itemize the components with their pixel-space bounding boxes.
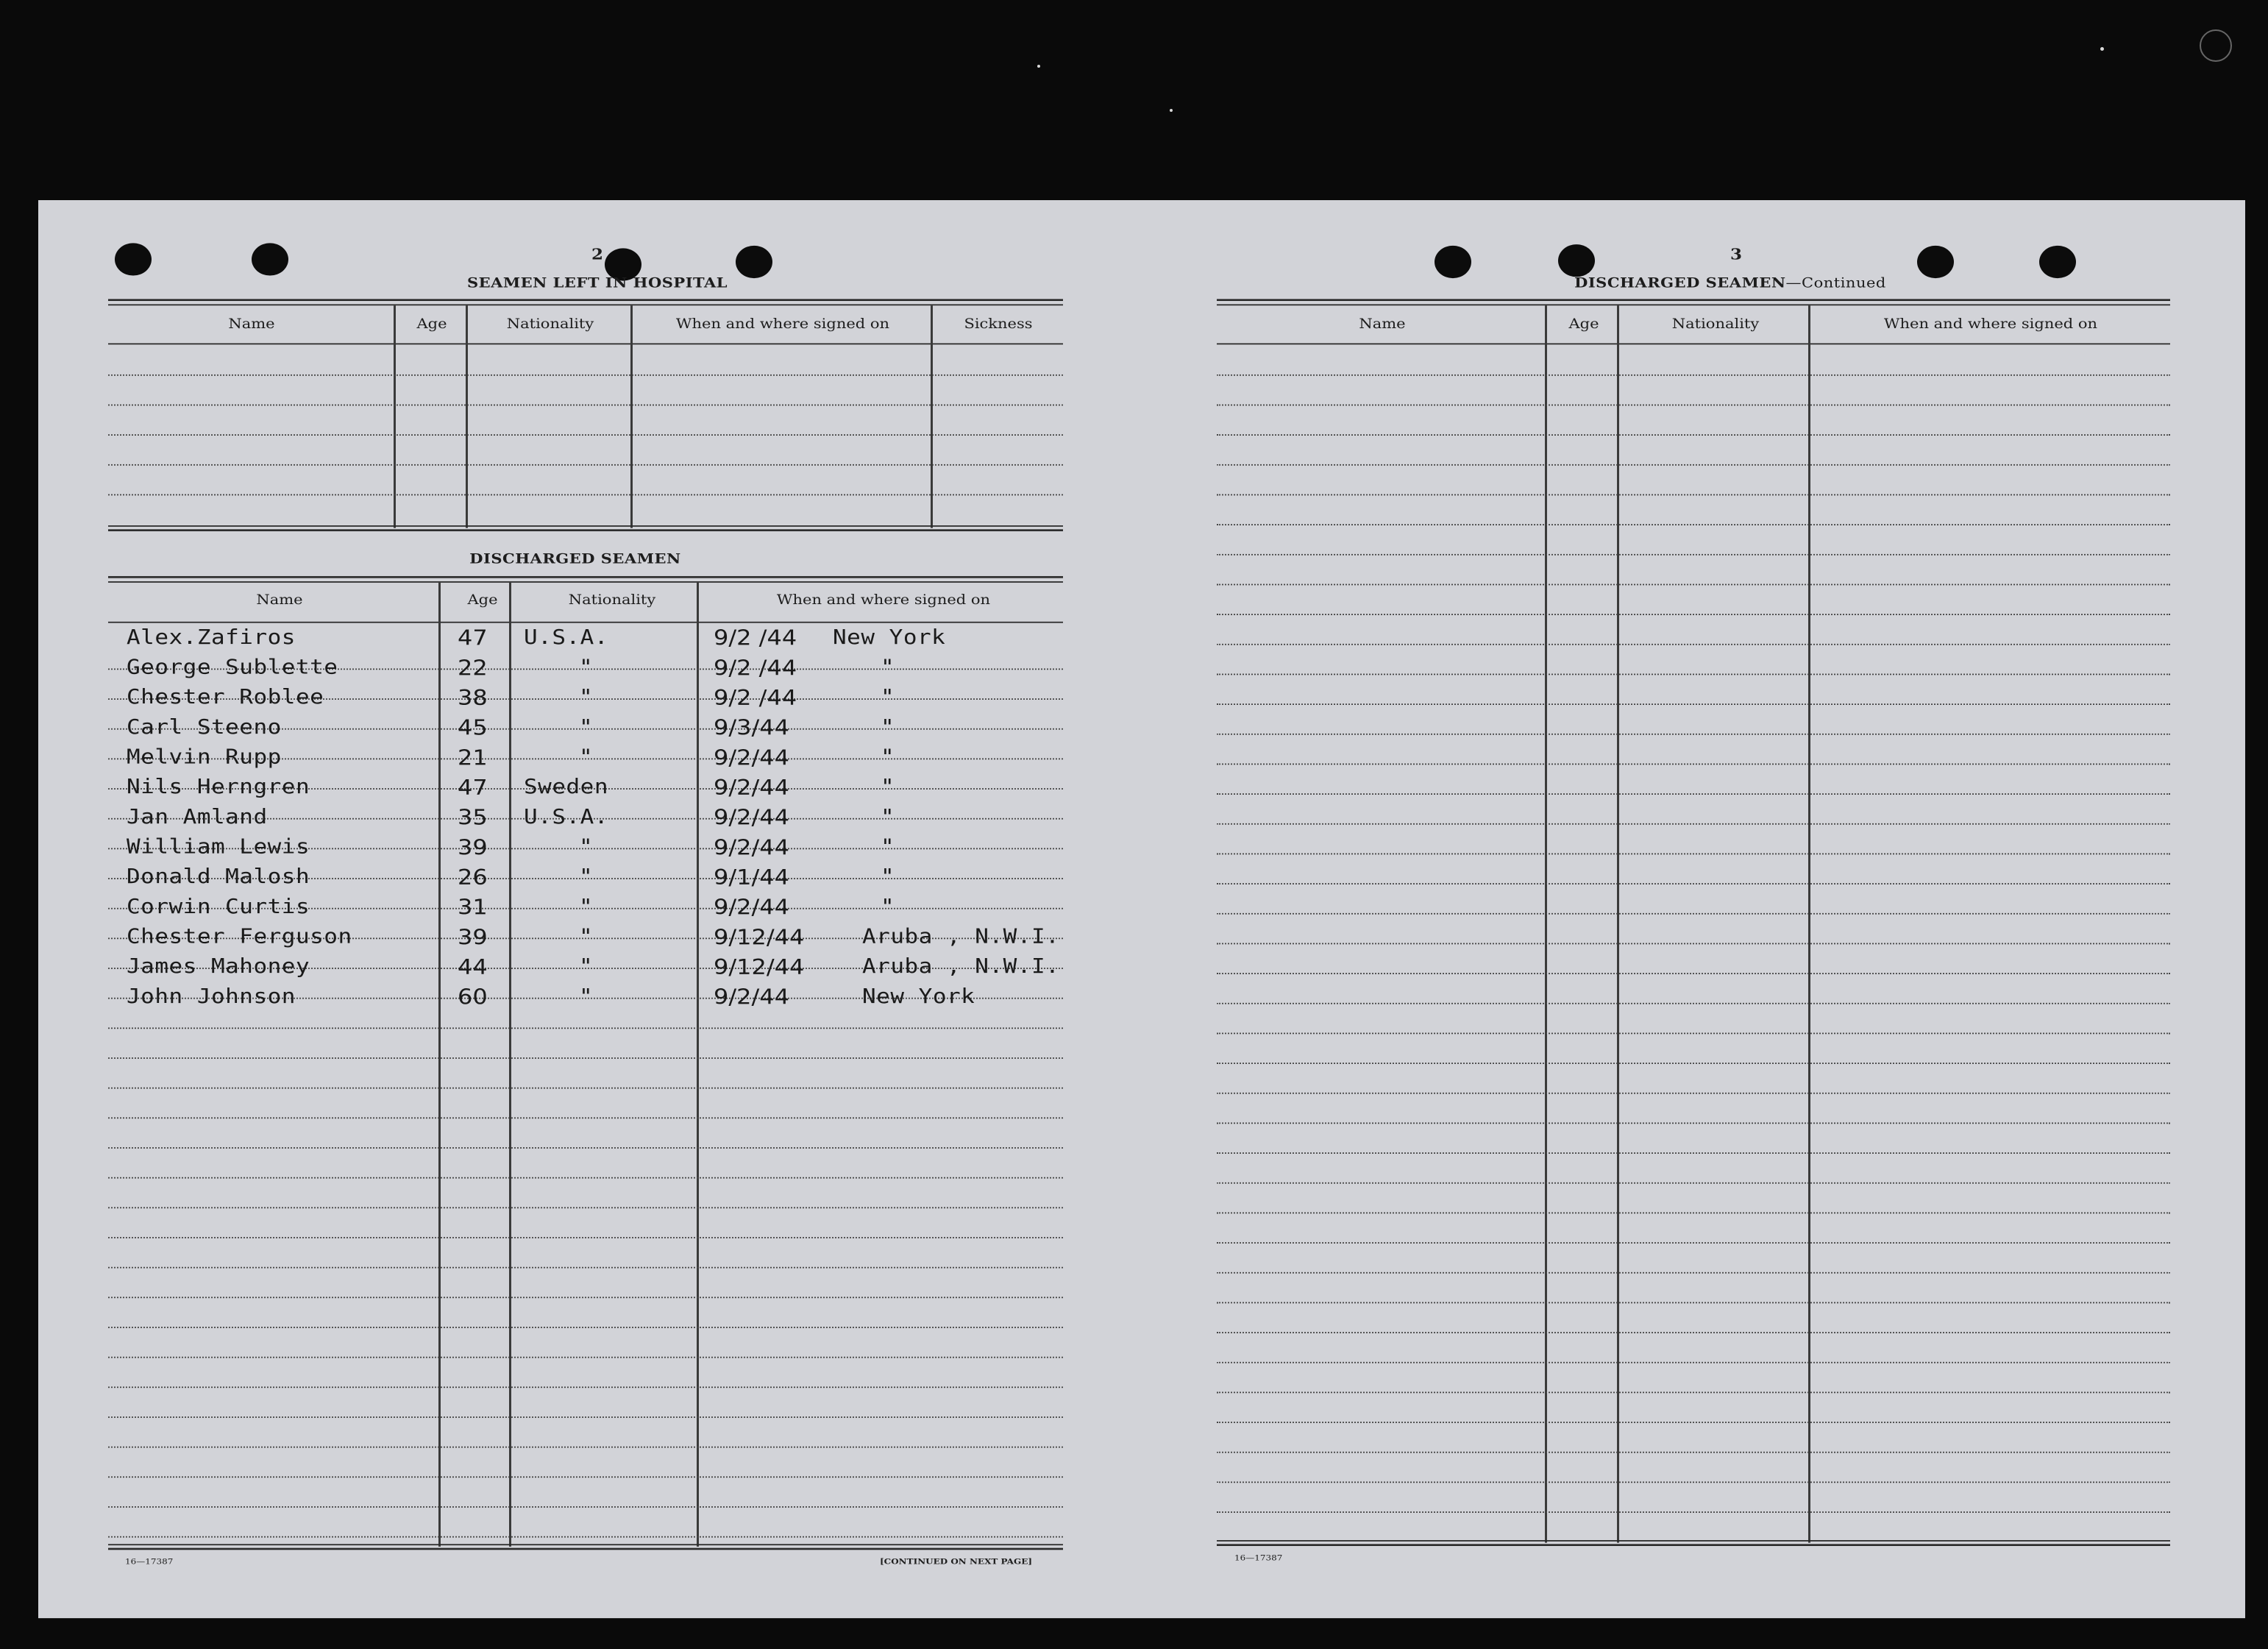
left-page xyxy=(38,200,1142,1618)
seaman-nationality: " xyxy=(579,655,594,679)
ruled-row-line xyxy=(1217,1391,2170,1393)
seaman-nationality: U.S.A. xyxy=(524,805,608,829)
ruled-row-line xyxy=(108,1237,1063,1238)
signed-on-date: 9/2/44 xyxy=(714,775,789,801)
discharged-col-signed-on: When and where signed on xyxy=(776,592,991,608)
seaman-name: John Johnson xyxy=(127,985,296,1008)
discharged-table-top-rule xyxy=(108,576,1063,578)
seaman-nationality: " xyxy=(579,954,594,979)
hospital-col-sickness: Sickness xyxy=(964,316,1033,332)
seaman-age: 35 xyxy=(458,805,488,830)
ruled-row-line xyxy=(108,1536,1063,1538)
discharged-col-nationality: Nationality xyxy=(568,592,656,608)
discharged-col-name: Name xyxy=(256,592,303,608)
ruled-row-line xyxy=(1217,405,2170,406)
seaman-nationality: U.S.A. xyxy=(524,625,608,649)
ruled-row-line xyxy=(1217,913,2170,915)
seaman-nationality: " xyxy=(579,685,594,709)
ruled-row-line xyxy=(108,1117,1063,1118)
seaman-name: George Sublette xyxy=(127,655,338,679)
ruled-row-line xyxy=(1217,1422,2170,1423)
signed-on-place: " xyxy=(881,715,895,739)
background-speck xyxy=(2100,47,2104,51)
right-table-bottom-rule xyxy=(1217,1540,2170,1542)
seaman-nationality: " xyxy=(579,924,594,948)
hospital-row-line xyxy=(108,494,1063,496)
right-col-divider xyxy=(1808,305,1810,1542)
seaman-name: Corwin Curtis xyxy=(127,895,310,918)
page-number: 3 xyxy=(1730,245,1742,263)
signed-on-place: " xyxy=(881,895,895,918)
ruled-row-line xyxy=(108,1207,1063,1208)
seaman-nationality: " xyxy=(579,715,594,739)
signed-on-date: 9/1/44 xyxy=(714,865,789,890)
signed-on-date: 9/2 /44 xyxy=(714,655,797,681)
signed-on-place: " xyxy=(881,805,895,829)
seaman-age: 39 xyxy=(458,924,488,950)
seaman-name: Alex.Zafiros xyxy=(127,625,296,649)
discharged-table-top-rule xyxy=(108,581,1063,583)
seaman-age: 22 xyxy=(458,655,488,681)
ruled-row-line xyxy=(108,1447,1063,1448)
ruled-row-line xyxy=(108,1267,1063,1269)
seaman-name: Nils Herngren xyxy=(127,775,310,799)
right-table-top-rule xyxy=(1217,304,2170,305)
discharged-col-divider xyxy=(509,583,511,1547)
ruled-row-line xyxy=(1217,854,2170,855)
ruled-row-line xyxy=(108,1506,1063,1508)
ruled-row-line xyxy=(1217,1362,2170,1363)
seaman-nationality: " xyxy=(579,895,594,918)
right-col-divider xyxy=(1545,305,1547,1542)
ruled-row-line xyxy=(1217,1182,2170,1184)
seaman-name: Chester Ferguson xyxy=(127,924,352,948)
seaman-nationality: " xyxy=(579,865,594,889)
ruled-row-line xyxy=(108,1327,1063,1328)
seaman-age: 26 xyxy=(458,865,488,890)
signed-on-place: New York xyxy=(862,985,975,1008)
ruled-row-line xyxy=(1217,703,2170,705)
signed-on-place: " xyxy=(881,834,895,859)
ruled-row-line xyxy=(108,1386,1063,1388)
signed-on-place: " xyxy=(881,865,895,889)
ruled-row-line xyxy=(1217,734,2170,735)
ruled-row-line xyxy=(1217,1093,2170,1094)
seaman-name: Donald Malosh xyxy=(127,865,310,889)
ruled-row-line xyxy=(1217,375,2170,376)
ruled-row-line xyxy=(1217,1302,2170,1303)
hospital-header-rule xyxy=(108,343,1063,344)
right-table-bottom-rule xyxy=(1217,1544,2170,1546)
seaman-name: Carl Steeno xyxy=(127,715,282,739)
seaman-name: William Lewis xyxy=(127,834,310,859)
ruled-row-line xyxy=(1217,1242,2170,1244)
hospital-table-bottom-rule xyxy=(108,529,1063,531)
signed-on-place: " xyxy=(881,775,895,799)
right-col-signed-on: When and where signed on xyxy=(1883,316,2098,332)
hospital-col-signed-on: When and where signed on xyxy=(675,316,890,332)
ruled-row-line xyxy=(1217,823,2170,825)
background-speck xyxy=(2200,29,2232,62)
seaman-name: James Mahoney xyxy=(127,954,310,979)
seaman-name: Jan Amland xyxy=(127,805,268,829)
section-title-suffix: —Continued xyxy=(1785,274,1886,291)
signed-on-date: 9/2/44 xyxy=(714,834,789,860)
form-code: 16—17387 xyxy=(1234,1553,1283,1563)
right-col-name: Name xyxy=(1359,316,1406,332)
ruled-row-line xyxy=(1217,1123,2170,1124)
hospital-table-bottom-rule xyxy=(108,525,1063,527)
signed-on-place: " xyxy=(881,655,895,679)
hospital-row-line xyxy=(108,405,1063,406)
ruled-row-line xyxy=(1217,1511,2170,1513)
signed-on-date: 9/2/44 xyxy=(714,985,789,1010)
discharged-section-title: DISCHARGED SEAMEN xyxy=(469,550,681,567)
ruled-row-line xyxy=(1217,464,2170,466)
ruled-row-line xyxy=(1217,644,2170,645)
section-title-main: DISCHARGED SEAMEN xyxy=(1574,274,1786,291)
ruled-row-line xyxy=(1217,1481,2170,1483)
ruled-row-line xyxy=(1217,584,2170,586)
hospital-row-line xyxy=(108,375,1063,376)
hospital-table-top-rule xyxy=(108,299,1063,301)
continued-note: [CONTINUED ON NEXT PAGE] xyxy=(880,1557,1033,1567)
seaman-name: Chester Roblee xyxy=(127,685,324,709)
ruled-row-line xyxy=(108,1297,1063,1298)
seaman-age: 39 xyxy=(458,834,488,860)
signed-on-date: 9/3/44 xyxy=(714,715,789,740)
signed-on-date: 9/12/44 xyxy=(714,954,805,980)
discharged-col-divider xyxy=(697,583,699,1547)
ruled-row-line xyxy=(1217,943,2170,945)
signed-on-date: 9/2 /44 xyxy=(714,685,797,711)
ruled-row-line xyxy=(1217,614,2170,615)
discharged-table-bottom-rule xyxy=(108,1548,1063,1550)
ruled-row-line xyxy=(108,1177,1063,1179)
hospital-table-top-rule xyxy=(108,304,1063,305)
right-header-rule xyxy=(1217,343,2170,344)
hospital-row-line xyxy=(108,464,1063,466)
ruled-row-line xyxy=(1217,1452,2170,1453)
ruled-row-line xyxy=(108,1027,1063,1029)
ruled-row-line xyxy=(108,1088,1063,1089)
seaman-name: Melvin Rupp xyxy=(127,745,282,769)
discharged-col-age: Age xyxy=(467,592,498,608)
discharged-header-rule xyxy=(108,622,1063,623)
ruled-row-line xyxy=(1217,1332,2170,1333)
right-col-divider xyxy=(1617,305,1619,1542)
background-speck xyxy=(1037,65,1040,68)
ruled-row-line xyxy=(1217,524,2170,525)
signed-on-date: 9/2/44 xyxy=(714,805,789,830)
hospital-row-line xyxy=(108,434,1063,436)
background-speck xyxy=(1170,109,1173,112)
document-sheet xyxy=(38,200,2245,1618)
discharged-col-divider xyxy=(438,583,441,1547)
ruled-row-line xyxy=(108,1147,1063,1149)
hospital-section-title: SEAMEN LEFT IN HOSPITAL xyxy=(466,274,728,291)
ruled-row-line xyxy=(1217,1152,2170,1154)
ruled-row-line xyxy=(1217,494,2170,496)
ruled-row-line xyxy=(1217,1213,2170,1214)
ruled-row-line xyxy=(1217,1033,2170,1035)
seaman-age: 47 xyxy=(458,625,488,650)
seaman-age: 47 xyxy=(458,775,488,801)
ruled-row-line xyxy=(108,1357,1063,1358)
ruled-row-line xyxy=(1217,554,2170,556)
seaman-nationality: " xyxy=(579,834,594,859)
ruled-row-line xyxy=(1217,883,2170,884)
ruled-row-line xyxy=(108,1057,1063,1059)
signed-on-date: 9/2/44 xyxy=(714,895,789,920)
signed-on-place: " xyxy=(881,745,895,769)
ruled-row-line xyxy=(1217,674,2170,675)
seaman-nationality: " xyxy=(579,985,594,1008)
ruled-row-line xyxy=(1217,793,2170,795)
form-code: 16—17387 xyxy=(125,1557,174,1567)
seaman-nationality: " xyxy=(579,745,594,769)
seaman-age: 21 xyxy=(458,745,488,770)
signed-on-date: 9/12/44 xyxy=(714,924,805,950)
ruled-row-line xyxy=(1217,973,2170,974)
ruled-row-line xyxy=(1217,434,2170,436)
ruled-row-line xyxy=(108,1476,1063,1478)
signed-on-date: 9/2/44 xyxy=(714,745,789,770)
right-col-age: Age xyxy=(1568,316,1599,332)
signed-on-place: Aruba , N.W.I. xyxy=(862,924,1060,948)
ruled-row-line xyxy=(1217,1272,2170,1274)
ruled-row-line xyxy=(1217,1003,2170,1004)
signed-on-place: " xyxy=(881,685,895,709)
seaman-age: 45 xyxy=(458,715,488,740)
signed-on-place: Aruba , N.W.I. xyxy=(862,954,1060,979)
hospital-col-nationality: Nationality xyxy=(506,316,594,332)
hospital-col-name: Name xyxy=(228,316,275,332)
right-col-nationality: Nationality xyxy=(1671,316,1760,332)
seaman-age: 31 xyxy=(458,895,488,920)
ruled-row-line xyxy=(1217,764,2170,765)
signed-on-place: New York xyxy=(833,625,946,649)
seaman-nationality: Sweden xyxy=(524,775,608,799)
right-page xyxy=(1142,200,2245,1618)
seaman-age: 44 xyxy=(458,954,488,980)
ruled-row-line xyxy=(108,1416,1063,1418)
discharged-continued-title xyxy=(1546,274,1914,291)
signed-on-date: 9/2 /44 xyxy=(714,625,797,650)
seaman-age: 38 xyxy=(458,685,488,711)
page-number: 2 xyxy=(591,245,603,263)
seaman-age: 60 xyxy=(458,985,488,1010)
right-table-top-rule xyxy=(1217,299,2170,301)
discharged-table-bottom-rule xyxy=(108,1544,1063,1545)
hospital-col-age: Age xyxy=(416,316,447,332)
ruled-row-line xyxy=(1217,1063,2170,1064)
